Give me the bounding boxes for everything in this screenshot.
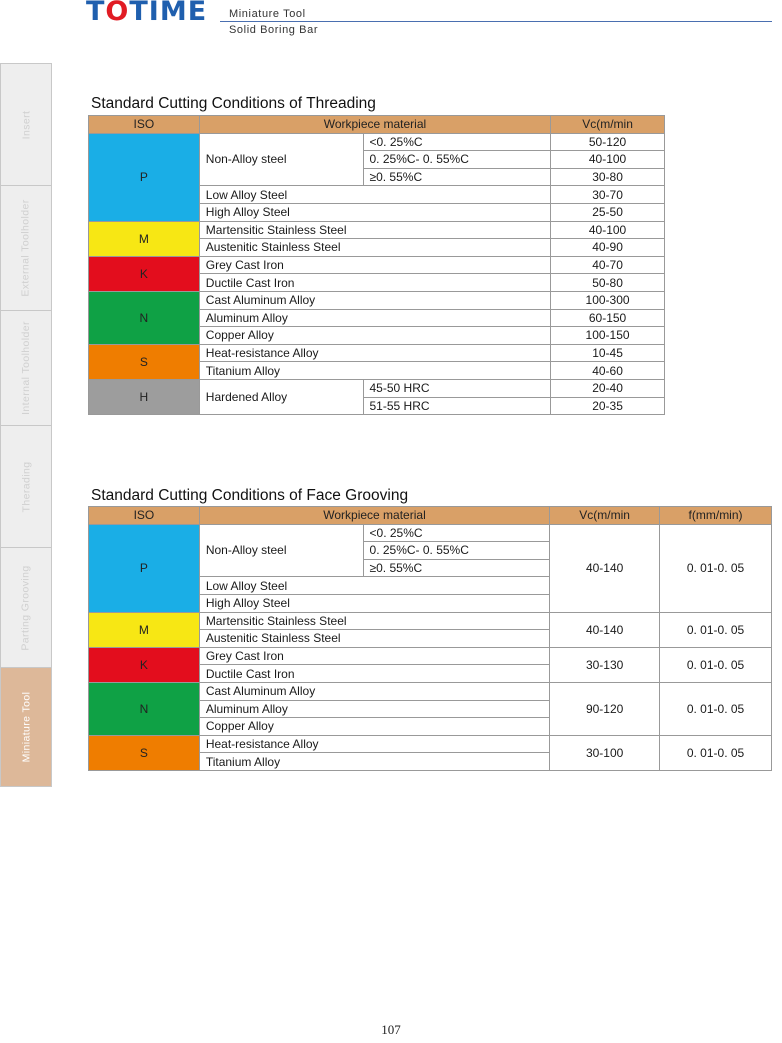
grooving-table — [88, 506, 772, 771]
table-row — [89, 291, 665, 309]
table-row — [89, 379, 665, 397]
vc-cell: 40-70 — [551, 256, 665, 274]
vc-cell: 40-90 — [551, 239, 665, 257]
table-header-row — [89, 507, 772, 525]
tab-parting-grooving[interactable]: Parting Grooving — [0, 547, 52, 668]
material-cell: Low Alloy Steel — [199, 577, 549, 595]
table-row — [89, 682, 772, 700]
header-f: f(mm/min) — [660, 507, 772, 525]
vc-cell: 30-70 — [551, 186, 665, 204]
f-cell: 0. 01-0. 05 — [660, 647, 772, 682]
carbon-cell: ≥0. 55%C — [363, 168, 551, 186]
iso-n-cell: N — [89, 291, 200, 344]
vc-cell: 25-50 — [551, 203, 665, 221]
iso-s-cell: S — [89, 735, 200, 770]
iso-k-cell: K — [89, 256, 200, 291]
material-cell: Copper Alloy — [199, 327, 550, 345]
iso-p-cell: P — [89, 524, 200, 612]
table-row — [89, 524, 772, 542]
threading-table — [88, 115, 665, 415]
material-cell: High Alloy Steel — [199, 203, 550, 221]
carbon-cell: 0. 25%C- 0. 55%C — [363, 151, 551, 169]
totime-logo: TOTIME — [86, 0, 208, 27]
material-cell: Heat-resistance Alloy — [199, 735, 549, 753]
vc-cell: 40-100 — [551, 221, 665, 239]
material-cell: Heat-resistance Alloy — [199, 344, 550, 362]
material-cell: Non-Alloy steel — [199, 133, 363, 186]
carbon-cell: 0. 25%C- 0. 55%C — [363, 542, 550, 560]
tab-internal-toolholder[interactable]: Internal Toolholder — [0, 310, 52, 426]
material-cell: Titanium Alloy — [199, 362, 550, 380]
threading-title: Standard Cutting Conditions of Threading — [91, 95, 376, 112]
vc-cell: 100-150 — [551, 327, 665, 345]
material-cell: Titanium Alloy — [199, 753, 549, 771]
f-cell: 0. 01-0. 05 — [660, 735, 772, 770]
table-row — [89, 612, 772, 630]
vc-cell: 40-140 — [550, 612, 660, 647]
material-cell: Cast Aluminum Alloy — [199, 291, 550, 309]
vc-cell: 60-150 — [551, 309, 665, 327]
f-cell: 0. 01-0. 05 — [660, 612, 772, 647]
iso-s-cell: S — [89, 344, 200, 379]
iso-k-cell: K — [89, 647, 200, 682]
table-row — [89, 256, 665, 274]
iso-p-cell: P — [89, 133, 200, 221]
table-row — [89, 133, 665, 151]
material-cell: Austenitic Stainless Steel — [199, 630, 549, 648]
vc-cell: 40-140 — [550, 524, 660, 612]
table-header-row — [89, 116, 665, 134]
tab-therading[interactable]: Therading — [0, 425, 52, 548]
iso-m-cell: M — [89, 221, 200, 256]
f-cell: 0. 01-0. 05 — [660, 682, 772, 735]
vc-cell: 90-120 — [550, 682, 660, 735]
vc-cell: 40-100 — [551, 151, 665, 169]
page-header — [0, 0, 782, 40]
header-divider — [220, 21, 772, 22]
vc-cell: 30-100 — [550, 735, 660, 770]
carbon-cell: ≥0. 55%C — [363, 559, 550, 577]
table-row — [89, 647, 772, 665]
carbon-cell: <0. 25%C — [363, 133, 551, 151]
material-cell: Aluminum Alloy — [199, 700, 549, 718]
header-material: Workpiece material — [199, 507, 549, 525]
material-cell: Hardened Alloy — [199, 379, 363, 414]
grooving-title: Standard Cutting Conditions of Face Grooving — [91, 487, 409, 504]
material-cell: Grey Cast Iron — [199, 256, 550, 274]
material-cell: Ductile Cast Iron — [199, 274, 550, 292]
hardness-cell: 45-50 HRC — [363, 379, 551, 397]
material-cell: Martensitic Stainless Steel — [199, 221, 550, 239]
vc-cell: 10-45 — [551, 344, 665, 362]
header-material: Workpiece material — [199, 116, 550, 134]
vc-cell: 40-60 — [551, 362, 665, 380]
material-cell: High Alloy Steel — [199, 594, 549, 612]
vc-cell: 50-120 — [551, 133, 665, 151]
material-cell: Austenitic Stainless Steel — [199, 239, 550, 257]
material-cell: Low Alloy Steel — [199, 186, 550, 204]
page-number: 107 — [381, 1022, 401, 1037]
tab-external-toolholder[interactable]: External Toolholder — [0, 185, 52, 311]
table-row — [89, 735, 772, 753]
vc-cell: 20-40 — [551, 379, 665, 397]
header-iso: ISO — [89, 507, 200, 525]
vc-cell: 30-130 — [550, 647, 660, 682]
header-vc: Vc(m/min — [551, 116, 665, 134]
material-cell: Non-Alloy steel — [199, 524, 363, 577]
vc-cell: 100-300 — [551, 291, 665, 309]
header-subtitle-miniature: Miniature Tool — [229, 8, 306, 20]
iso-m-cell: M — [89, 612, 200, 647]
iso-n-cell: N — [89, 682, 200, 735]
material-cell: Martensitic Stainless Steel — [199, 612, 549, 630]
material-cell: Aluminum Alloy — [199, 309, 550, 327]
carbon-cell: <0. 25%C — [363, 524, 550, 542]
material-cell: Grey Cast Iron — [199, 647, 549, 665]
header-iso: ISO — [89, 116, 200, 134]
material-cell: Cast Aluminum Alloy — [199, 682, 549, 700]
tab-miniature-tool[interactable]: Miniature Tool — [0, 667, 52, 787]
material-cell: Copper Alloy — [199, 718, 549, 736]
iso-h-cell: H — [89, 379, 200, 414]
header-subtitle-boring-bar: Solid Boring Bar — [229, 24, 319, 36]
material-cell: Ductile Cast Iron — [199, 665, 549, 683]
sidebar-tabs — [0, 64, 52, 787]
table-row — [89, 221, 665, 239]
vc-cell: 30-80 — [551, 168, 665, 186]
header-vc: Vc(m/min — [550, 507, 660, 525]
vc-cell: 50-80 — [551, 274, 665, 292]
hardness-cell: 51-55 HRC — [363, 397, 551, 415]
table-row — [89, 344, 665, 362]
vc-cell: 20-35 — [551, 397, 665, 415]
f-cell: 0. 01-0. 05 — [660, 524, 772, 612]
tab-insert[interactable]: Insert — [0, 63, 52, 186]
